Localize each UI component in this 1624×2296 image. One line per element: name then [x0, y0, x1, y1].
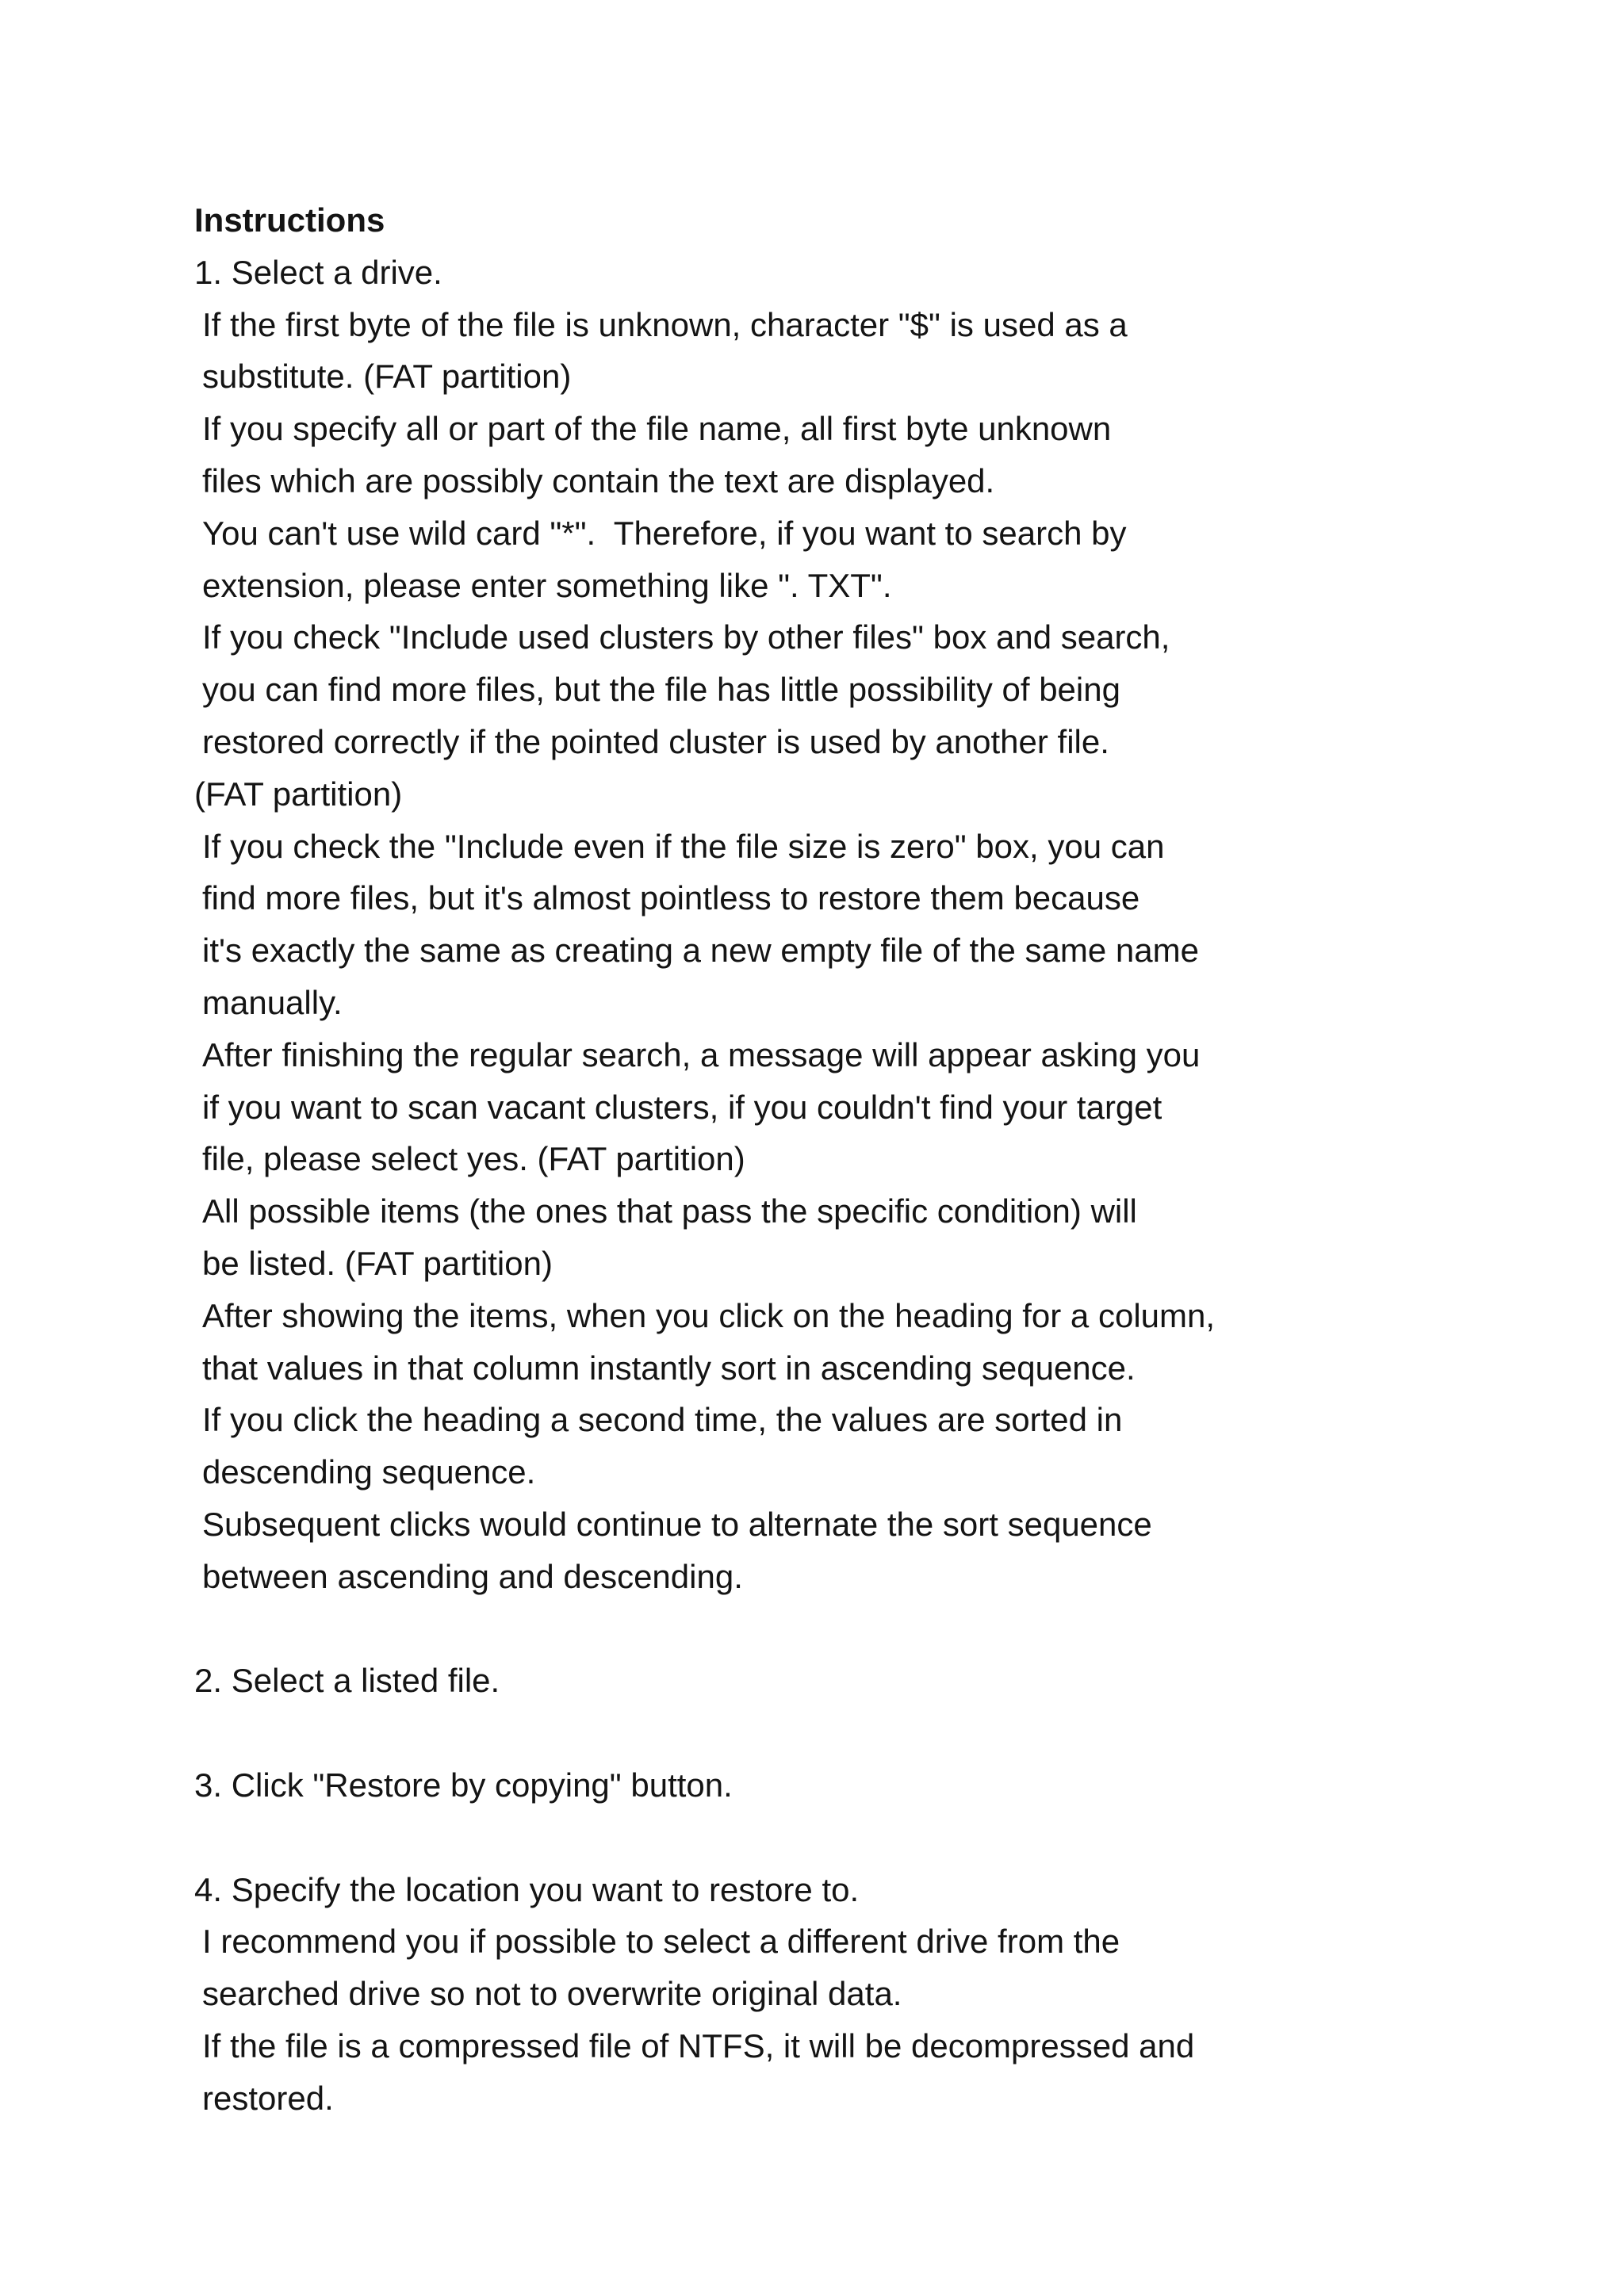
instruction-line: If you click the heading a second time, the values are sorted in: [202, 1401, 1123, 1439]
instruction-line: files which are possibly contain the text are displayed.: [202, 461, 995, 499]
instruction-line: If you check "Include used clusters by other files" box and search,: [202, 618, 1170, 656]
instruction-line: If you check the "Include even if the file size is zero" box, you can: [202, 827, 1165, 865]
instruction-line: you can find more files, but the file has little possibility of being: [202, 671, 1120, 709]
instruction-line: I recommend you if possible to select a different drive from the: [202, 1923, 1120, 1961]
instruction-line: restored.: [202, 2079, 334, 2117]
instruction-line: if you want to scan vacant clusters, if you couldn't find your target: [202, 1088, 1162, 1126]
instruction-line: be listed. (FAT partition): [202, 1244, 553, 1282]
instruction-line: find more files, but it's almost pointless to restore them because: [202, 879, 1140, 917]
blank-line: [194, 1707, 1479, 1759]
instruction-line: If the first byte of the file is unknown, character "$" is used as a: [202, 305, 1128, 343]
instruction-line: manually.: [202, 983, 343, 1021]
instruction-line: restored correctly if the pointed cluster is used by another file.: [202, 722, 1109, 760]
instruction-line: searched drive so not to overwrite original data.: [202, 1975, 902, 2013]
instruction-line: descending sequence.: [202, 1453, 536, 1491]
instruction-line: After finishing the regular search, a message will appear asking you: [202, 1035, 1201, 1073]
instruction-line: After showing the items, when you click on the heading for a column,: [202, 1296, 1216, 1334]
instruction-line: it's exactly the same as creating a new empty file of the same name: [202, 932, 1199, 970]
instruction-line: between ascending and descending.: [202, 1557, 743, 1595]
instruction-line: (FAT partition): [194, 775, 403, 813]
instruction-line: You can't use wild card "*". Therefore, if you want to search by: [202, 514, 1127, 552]
blank-line: [194, 1812, 1479, 1864]
document-title: Instructions: [194, 201, 385, 239]
blank-line: [194, 1603, 1479, 1655]
instruction-line: extension, please enter something like ". TXT".: [202, 566, 892, 604]
instruction-line: 1. Select a drive.: [194, 253, 442, 291]
instruction-line: 4. Specify the location you want to restore to.: [194, 1870, 860, 1908]
instructions-document: [194, 194, 1479, 2124]
instruction-line: that values in that column instantly sort in ascending sequence.: [202, 1349, 1136, 1387]
instruction-line: file, please select yes. (FAT partition): [202, 1140, 745, 1178]
instruction-line: substitute. (FAT partition): [202, 358, 572, 396]
instruction-line: 2. Select a listed file.: [194, 1662, 500, 1700]
instruction-line: If you specify all or part of the file name, all first byte unknown: [202, 410, 1112, 448]
instruction-line: If the file is a compressed file of NTFS, it will be decompressed and: [202, 2026, 1195, 2064]
instruction-line: All possible items (the ones that pass the specific condition) will: [202, 1192, 1137, 1230]
instruction-line: 3. Click "Restore by copying" button.: [194, 1766, 733, 1804]
instruction-line: Subsequent clicks would continue to alternate the sort sequence: [202, 1505, 1152, 1543]
